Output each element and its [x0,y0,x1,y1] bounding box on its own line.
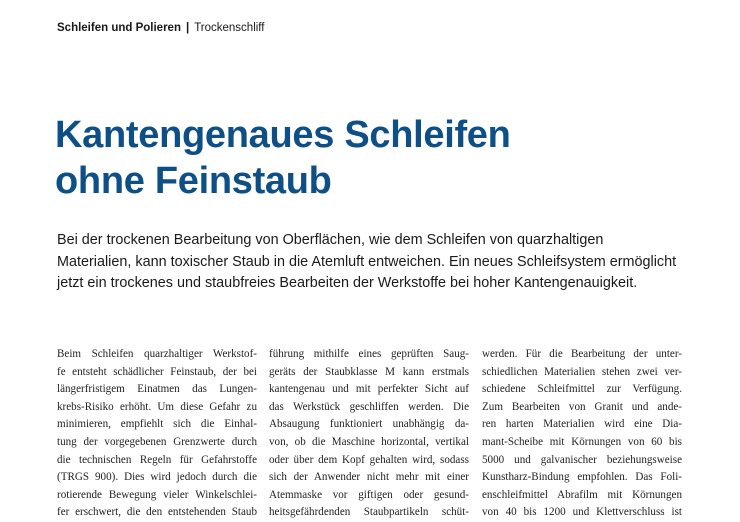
body-line: von 40 bis 1200 und Klettverschluss ist [482,506,682,519]
body-line: Atemmaske vor giftigen oder gesund- [269,488,469,501]
body-line: ren harten Materialien wird eine Dia- [482,418,682,431]
title-line: Kantengenaues Schleifen [55,114,511,156]
body-line: längerfristigem Einatmen das Lungen- [57,383,257,396]
body-line: geräts der Staubklasse M kann erstmals [269,365,469,378]
body-line: krebs-Risiko erhöht. Um diese Gefahr zu [57,400,257,413]
title-line: ohne Feinstaub [55,160,332,202]
running-header [57,22,265,34]
body-line: mant-Scheibe mit Körnungen von 60 bis [482,435,682,448]
body-line: die technischen Regeln für Gefahrstoffe [57,453,257,466]
header-section: Schleifen und Polieren [57,22,181,34]
body-line: Zum Bearbeiten von Granit und ande- [482,400,682,413]
header-subsection: Trockenschliff [194,22,265,34]
body-line: minimieren, empfiehlt sich die Einhal- [57,418,257,431]
body-line: fe entsteht schädlicher Feinstaub, der bei [57,365,257,378]
lead-paragraph [57,230,697,295]
body-column-1 [57,346,257,522]
body-line: kantengenau und mit perfekter Sicht auf [269,383,469,396]
body-line: schiedene Schleifmittel zur Verfügung. [482,383,682,396]
body-line: schiedlichen Materialien stehen zwei ver- [482,365,682,378]
body-line: rotierende Bewegung vieler Winkelschlei- [57,488,257,501]
body-line: Absaugung funktioniert unabhängig da- [269,418,469,431]
body-column-3 [482,346,682,522]
lead-line: Bei der trockenen Bearbeitung von Oberflächen, wie dem Schleifen von quarzhaltigen [57,232,604,248]
body-line: fer erschwert, die den entstehenden Staub [57,506,257,519]
lead-line: jetzt ein trockenes und staubfreies Bearbeiten der Werkstoffe bei hoher Kantengenauigkeit. [57,275,638,291]
body-line: 5000 und galvanischer beziehungsweise [482,453,682,466]
body-line: tung der vorgegebenen Grenzwerte durch [57,435,257,448]
body-line: das Werkstück geschliffen werden. Die [269,400,469,413]
body-line: (TRGS 900). Dies wird jedoch durch die [57,471,257,484]
body-line: oder über dem Kopf gehalten wird, sodass [269,453,469,466]
article-title [55,112,511,204]
body-line: enschleifmittel Abrafilm mit Körnungen [482,488,682,501]
body-line: von, ob die Maschine horizontal, vertikal [269,435,469,448]
body-line: werden. Für die Bearbeitung der unter- [482,348,682,360]
lead-line: Materialien, kann toxischer Staub in die Atemluft entweichen. Ein neues Schleifsystem ermöglicht [57,253,677,270]
body-line: heitsgefährdenden Staubpartikeln schüt- [269,506,469,519]
body-line: Beim Schleifen quarzhaltiger Werkstof- [57,348,257,360]
body-line: sich der Anwender nicht mehr mit einer [269,471,469,484]
body-line: Kunstharz-Bindung empfohlen. Das Foli- [482,471,682,484]
body-column-2 [269,346,469,522]
header-separator: | [185,22,190,34]
body-line: führung mithilfe eines geprüften Saug- [269,348,469,360]
